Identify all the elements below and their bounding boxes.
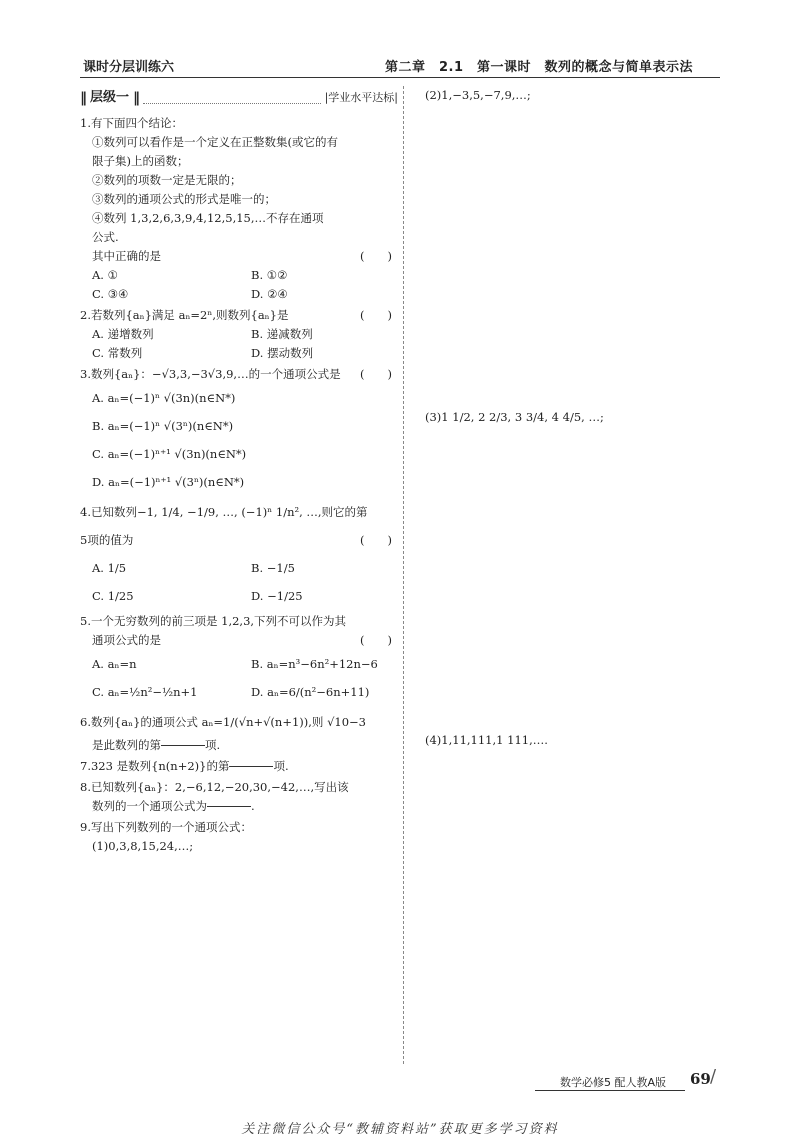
question-9 [80,818,398,856]
q2-stem: 2.若数列{aₙ}满足 aₙ=2ⁿ,则数列{aₙ}是 [80,308,289,323]
q5-line-2-text: 通项公式的是 [92,633,161,648]
q6-line-2 [80,736,398,755]
question-2 [80,306,398,363]
q1-option-d: D. ②④ [251,287,288,302]
q8-line-2a: 数列的一个通项公式为 [92,799,207,814]
answer-paren: ( ) [360,367,392,382]
q1-stem: 1.有下面四个结论： [80,116,183,131]
question-7 [80,757,398,776]
q5-options-ab [80,650,398,678]
question-6 [80,708,398,755]
q3-option-c: C. aₙ=(−1)ⁿ⁺¹ √(3n)(n∈N*) [92,446,247,461]
q2-option-b: B. 递减数列 [251,327,313,342]
q4-line-2 [80,526,398,554]
left-column [80,86,398,858]
watermark-text: 关注微信公众号“教辅资料站”获取更多学习资料 [241,1122,559,1137]
q5-stem: 5.一个无穷数列的前三项是 1,2,3,下列不可以作为其 [80,614,347,629]
q1-options-cd [80,285,398,304]
q9-part-3: (3)1 1/2, 2 2/3, 3 3/4, 4 4/5, …; [425,410,604,424]
q3-option-b: B. aₙ=(−1)ⁿ √(3ⁿ)(n∈N*) [92,418,234,433]
q1-options-ab [80,266,398,285]
question-3 [80,365,398,496]
q8-line-2 [80,797,398,816]
q2-option-d: D. 摆动数列 [251,346,314,361]
answer-paren: ( ) [360,633,392,648]
q9-stem: 9.写出下列数列的一个通项公式： [80,820,252,835]
q1-ask [80,247,398,266]
q1-option-c: C. ③④ [92,287,129,302]
header-left-title: 课时分层训练六 [83,60,175,75]
q2-options-cd [80,344,398,363]
level-title: 层级一 [90,89,130,105]
q6-line-2b: 项. [205,738,221,753]
question-1 [80,114,398,304]
q7-text-a: 7.323 是数列{n(n+2)}的第 [80,759,230,774]
q1-line-5: ④数列 1,3,2,6,3,9,4,12,5,15,…不存在通项 [92,211,324,226]
q7-answer-blank[interactable] [229,766,273,767]
q1-line-3: ②数列的项数一定是无限的； [92,173,242,188]
column-divider [403,86,404,1064]
header-right-title: 第二章 2.1 第一课时 数列的概念与简单表示法 [385,60,694,75]
q2-option-c: C. 常数列 [92,346,143,361]
q6-answer-blank[interactable] [161,745,205,746]
q1-line-2: 限子集)上的函数； [92,154,189,169]
q1-line-6: 公式. [92,230,119,245]
q5-option-c: C. aₙ=½n²−½n+1 [92,684,198,699]
page-number: 69 [690,1070,711,1088]
q4-line-2-text: 5项的值为 [80,532,134,547]
q1-option-b: B. ①② [251,268,288,283]
q8-answer-blank[interactable] [207,806,251,807]
level-banner [80,86,398,110]
q3-option-a: A. aₙ=(−1)ⁿ √(3n)(n∈N*) [92,390,236,405]
footer-rule [535,1090,685,1091]
q9-part-1: (1)0,3,8,15,24,…; [92,839,194,854]
q7-text-b: 项. [273,759,289,774]
level-tag: |学业水平达标| [324,90,398,104]
q5-options-cd [80,678,398,706]
q8-stem: 8.已知数列{aₙ}：2,−6,12,−20,30,−42,…,写出该 [80,780,349,795]
q1-option-a: A. ① [92,268,118,283]
q4-option-b: B. −1/5 [251,560,295,575]
level-dots [143,93,321,104]
question-4 [80,498,398,610]
q5-option-d: D. aₙ=6/(n²−6n+11) [251,684,370,699]
level-bars-close: ‖ [133,89,140,106]
question-8 [80,778,398,816]
q4-option-c: C. 1/25 [92,588,134,603]
q9-part-2: (2)1,−3,5,−7,9,…; [425,88,531,102]
q1-ask-text: 其中正确的是 [92,249,161,264]
q2-options-ab [80,325,398,344]
q6-stem: 6.数列{aₙ}的通项公式 aₙ=1/(√n+√(n+1)),则 √10−3 [80,714,366,729]
q2-stem-row [80,306,398,325]
q4-options-ab [80,554,398,582]
q3-option-d: D. aₙ=(−1)ⁿ⁺¹ √(3ⁿ)(n∈N*) [92,474,245,489]
question-5 [80,612,398,706]
q7-line [80,757,398,776]
q8-line-2b: . [251,799,255,814]
q5-option-b: B. aₙ=n³−6n²+12n−6 [251,656,378,671]
level-bars-open: ‖ [80,89,86,106]
q4-stem: 4.已知数列−1, 1/4, −1/9, …, (−1)ⁿ 1/n², …,则它的第 [80,504,368,519]
q4-option-a: A. 1/5 [92,560,127,575]
q5-option-a: A. aₙ=n [92,656,137,671]
q3-stem-row [80,365,398,384]
q5-line-2 [80,631,398,650]
footer-slash: / [710,1066,717,1087]
q1-line-4: ③数列的通项公式的形式是唯一的； [92,192,276,207]
q4-options-cd [80,582,398,610]
header-rule [80,77,720,78]
q1-line-1: ①数列可以看作是一个定义在正整数集(或它的有 [92,135,338,150]
answer-paren: ( ) [360,249,392,264]
answer-paren: ( ) [360,532,392,547]
q2-option-a: A. 递增数列 [92,327,154,342]
q9-part-4: (4)1,11,111,1 111,…. [425,733,548,747]
q3-stem: 3.数列{aₙ}：−√3,3,−3√3,9,…的一个通项公式是 [80,367,341,382]
footer-book-label: 数学必修5 配人教A版 [560,1076,667,1089]
q6-line-2a: 是此数列的第 [92,738,161,753]
answer-paren: ( ) [360,308,392,323]
q4-option-d: D. −1/25 [251,588,303,603]
